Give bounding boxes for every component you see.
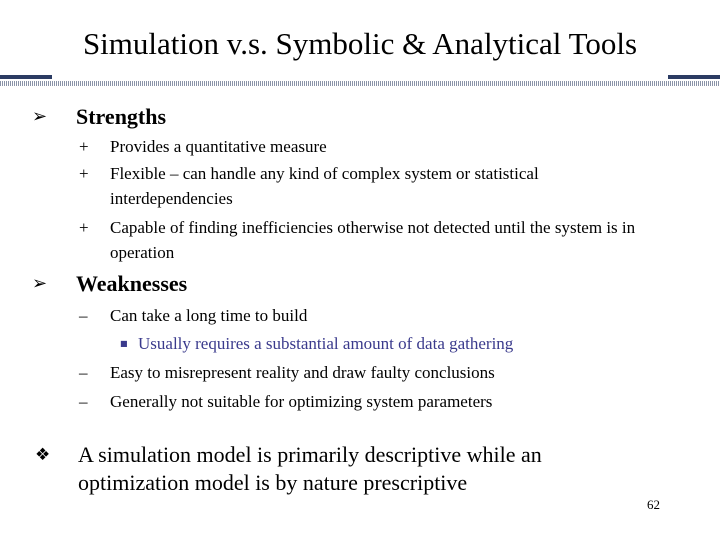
weaknesses-item-text: Generally not suitable for optimizing system parameters xyxy=(110,392,493,411)
dash-bullet-icon: – xyxy=(79,306,88,325)
weaknesses-detail xyxy=(120,331,680,356)
weaknesses-item-text: Can take a long time to build xyxy=(110,306,308,325)
strengths-item-text: Capable of finding inefficiencies otherwise not detected until the system is in operation xyxy=(110,218,636,262)
weaknesses-item xyxy=(79,360,649,385)
page-number: 62 xyxy=(647,497,660,512)
slide-title: Simulation v.s. Symbolic & Analytical Tools xyxy=(82,26,638,61)
weaknesses-item xyxy=(79,303,649,328)
rule-accent-right xyxy=(668,75,720,79)
conclusion xyxy=(35,441,615,497)
plus-bullet-icon: + xyxy=(79,218,89,237)
rule-band xyxy=(0,81,720,86)
strengths-item-text: Flexible – can handle any kind of complex system or statistical interdependencies xyxy=(110,164,539,208)
dash-bullet-icon: – xyxy=(79,392,88,411)
strengths-heading xyxy=(32,104,672,130)
weaknesses-heading-label: Weaknesses xyxy=(76,271,188,296)
weaknesses-item-text: Easy to misrepresent reality and draw faulty conclusions xyxy=(110,363,495,382)
rule-accent-left xyxy=(0,75,52,79)
weaknesses-item xyxy=(79,389,649,414)
weaknesses-heading xyxy=(32,271,672,297)
strengths-item xyxy=(79,134,649,159)
square-bullet-icon: ■ xyxy=(120,339,128,348)
arrow-bullet-icon: ➢ xyxy=(32,273,48,294)
title-rule xyxy=(0,75,720,91)
strengths-item-text: Provides a quantitative measure xyxy=(110,137,327,156)
strengths-item xyxy=(79,215,649,265)
strengths-heading-label: Strengths xyxy=(76,104,167,129)
conclusion-text: A simulation model is primarily descriptive while an optimization model is by nature prescriptive xyxy=(78,442,542,495)
diamond-bullet-icon: ❖ xyxy=(35,445,51,465)
dash-bullet-icon: – xyxy=(79,363,88,382)
plus-bullet-icon: + xyxy=(79,137,89,156)
arrow-bullet-icon: ➢ xyxy=(32,106,48,127)
strengths-item xyxy=(79,161,649,211)
plus-bullet-icon: + xyxy=(79,164,89,183)
weaknesses-detail-text: Usually requires a substantial amount of data gathering xyxy=(138,334,514,353)
